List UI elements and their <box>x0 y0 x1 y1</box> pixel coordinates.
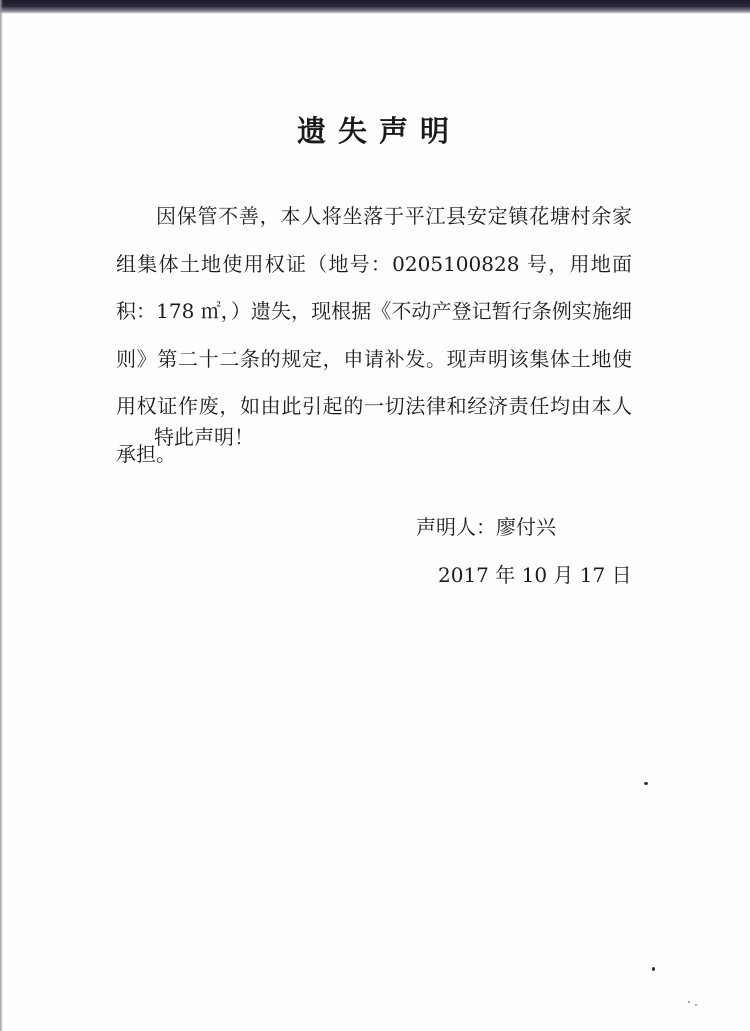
declarant-signature-line: 声明人：廖付兴 <box>416 515 556 539</box>
closing-remark: 特此声明！ <box>154 425 254 449</box>
statement-date: 2017 年 10 月 17 日 <box>438 563 632 587</box>
scan-speck <box>688 1001 690 1003</box>
scan-speck <box>652 967 655 971</box>
scan-speck <box>695 1004 697 1006</box>
scanner-edge-left <box>0 0 3 1031</box>
document-title: 遗失声明 <box>296 114 461 148</box>
scanner-edge-top <box>0 0 750 14</box>
statement-paragraph: 因保管不善，本人将坐落于平江县安定镇花塘村余家组集体土地使用权证（地号：0205100828 号，用地面积：178 ㎡，）遗失，现根据《不动产登记暂行条例实施细则》第二十二条的规定，申请补发。现声明该集体土地使用权证作废，如由此引起的一切法律和经济责任均由本人承担。 <box>116 204 632 466</box>
scan-speck <box>644 782 648 785</box>
